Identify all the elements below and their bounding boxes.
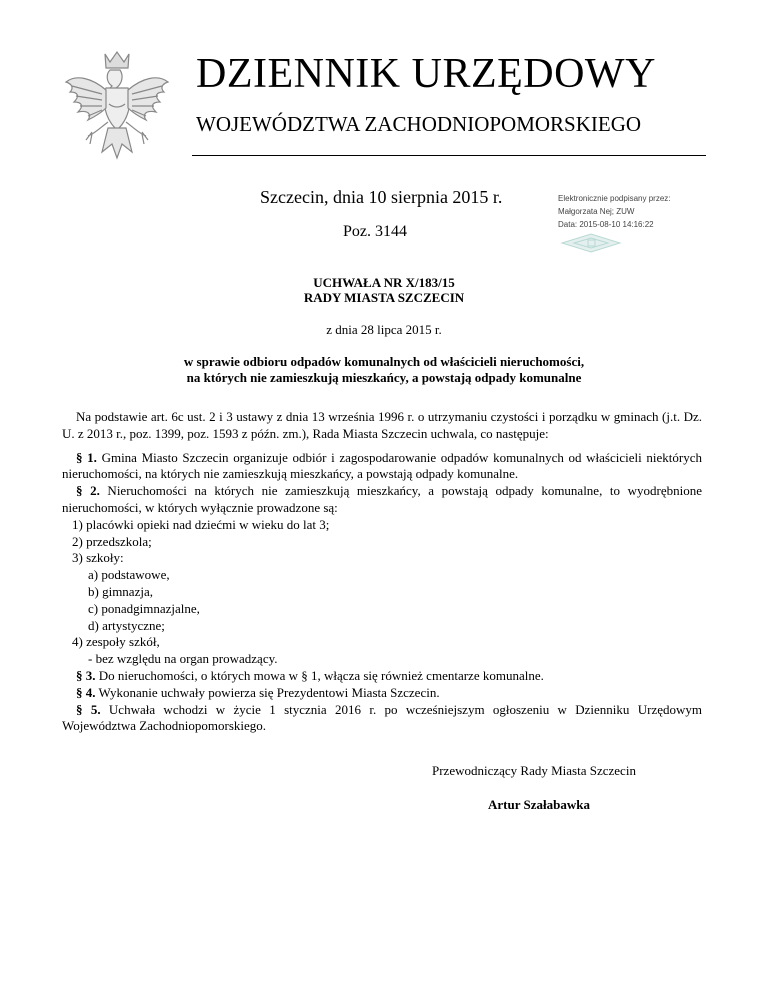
act-date: z dnia 28 lipca 2015 r. [326,322,442,337]
list-item: 2) przedszkola; [72,533,152,549]
act-heading [0,275,768,305]
signer-name: Artur Szałabawka [488,797,590,812]
section-3 [62,668,702,685]
section-4-label: § 4. [76,684,96,700]
section-5-label: § 5. [76,701,101,717]
sub-list-item: d) artystyczne; [88,617,165,633]
sub-list-item: b) gimnazja, [88,583,153,599]
section-3-label: § 3. [76,667,96,683]
position-number: Poz. 3144 [343,223,407,240]
section-4-text: Wykonanie uchwały powierza się Prezydentowi Miasta Szczecin. [95,684,440,700]
act-number: UCHWAŁA NR X/183/15 [313,275,455,290]
electronic-signature [558,192,671,253]
signature-signer: Małgorzata Nej; ZUW [558,207,635,216]
section-2-text: Nieruchomości na których nie zamieszkują mieszkańcy, a powstają odpady komunalne, to wyodrębnione nieruchomości, w których wyłącznie prowadzone są: [62,483,702,515]
polish-eagle-emblem-icon [62,48,172,166]
header-divider [192,155,706,156]
section-2-label: § 2. [76,483,100,499]
list-item: 3) szkoły: [72,550,124,566]
section-3-text: Do nieruchomości, o których mowa w § 1, włącza się również cmentarze komunalne. [95,667,544,683]
signature-date: Data: 2015-08-10 14:16:22 [558,220,654,229]
sub-list-item: a) podstawowe, [88,567,170,583]
list-note: - bez względu na organ prowadzący. [88,651,278,667]
section-1 [62,450,702,484]
journal-title: DZIENNIK URZĘDOWY [196,51,656,97]
journal-subtitle: WOJEWÓDZTWA ZACHODNIOPOMORSKIEGO [196,112,642,136]
preamble: Na podstawie art. 6c ust. 2 i 3 ustawy z dnia 13 września 1996 r. o utrzymaniu czystości i porządku w gminach (j.t. Dz. U. z 2013 r., poz. 1399, poz. 1593 z późn. zm.), Rada Miasta Szczecin uchwala, co następuje: [62,409,702,441]
act-subject-line-2: na których nie zamieszkują mieszkańcy, a powstają odpady komunalne [186,370,582,385]
section-5 [62,702,702,736]
act-subject-line-1: w sprawie odbioru odpadów komunalnych od właścicieli nieruchomości, [183,354,585,369]
list-item: 4) zespoły szkół, [72,634,160,650]
signer-role: Przewodniczący Rady Miasta Szczecin [432,763,636,778]
section-5-text: Uchwała wchodzi w życie 1 stycznia 2016 r. po wcześniejszym ogłoszeniu w Dzienniku Urzędowym Województwa Zachodniopomorskiego. [62,701,702,734]
section-1-label: § 1. [76,449,97,465]
act-body [62,409,702,735]
act-issuer: RADY MIASTA SZCZECIN [303,290,465,305]
section-4 [62,685,702,702]
list-item: 1) placówki opieki nad dziećmi w wieku do lat 3; [72,516,330,532]
act-subject [0,354,768,386]
section-1-text: Gmina Miasto Szczecin organizuje odbiór i zagospodarowanie odpadów komunalnych od właścicieli niektórych nieruchomości, na których nie zamieszkują mieszkańcy, a powstają odpady komunalne. [62,449,702,482]
sub-list-item: c) ponadgimnazjalne, [88,600,200,616]
section-2 [62,483,702,517]
signature-stamp-icon [560,233,622,253]
publication-date: Szczecin, dnia 10 sierpnia 2015 r. [260,187,503,207]
signature-label: Elektronicznie podpisany przez: [558,194,671,203]
